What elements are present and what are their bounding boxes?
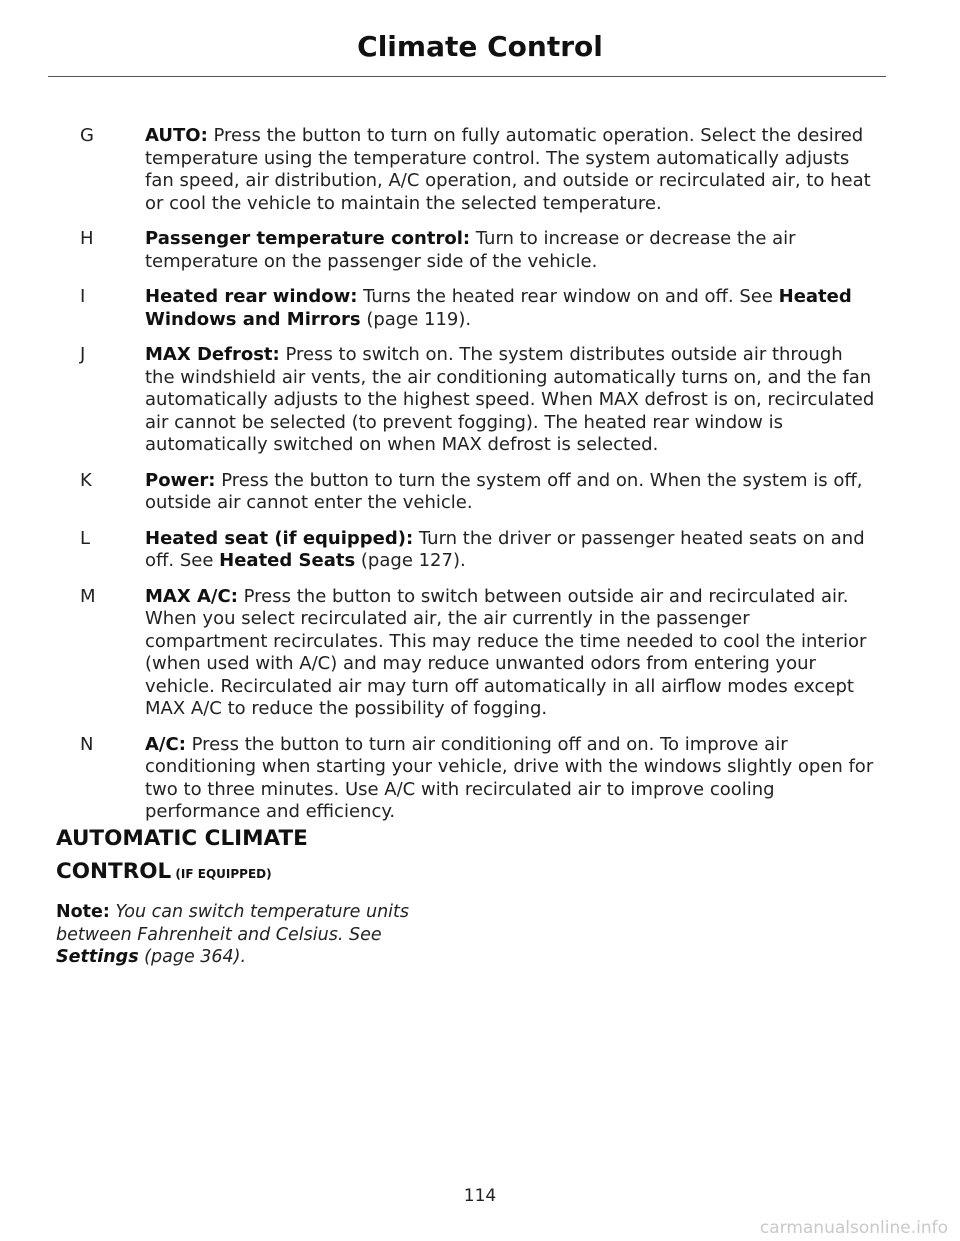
list-item — [80, 228, 875, 273]
control-items-list — [80, 125, 875, 837]
item-letter: L — [80, 527, 91, 549]
item-term: Power: — [145, 469, 216, 491]
header-divider — [48, 76, 886, 77]
item-description — [145, 228, 875, 273]
item-letter: G — [80, 125, 94, 146]
item-term: Passenger temperature control: — [145, 228, 471, 249]
page-reference: (page 119). — [360, 308, 472, 330]
item-text: Turn the driver or passenger heated seats on and off. See — [145, 527, 865, 571]
page-reference: (page 127). — [355, 550, 466, 571]
item-letter: N — [80, 733, 94, 755]
note-text: You can switch temperature units between Fahrenheit and Celsius. See — [56, 902, 409, 945]
item-description — [145, 734, 875, 824]
item-description — [145, 528, 875, 573]
section-heading-text: CONTROL — [56, 859, 172, 884]
cross-reference-link[interactable]: Heated Windows and Mirrors — [145, 286, 852, 330]
cross-reference-link[interactable]: Settings — [56, 947, 139, 967]
list-item — [80, 125, 875, 215]
section-heading — [56, 822, 308, 891]
item-letter: J — [80, 344, 86, 365]
item-letter: K — [80, 469, 92, 491]
list-item — [80, 734, 875, 824]
page-number: 114 — [463, 1186, 497, 1206]
section-heading-line2 — [56, 855, 308, 891]
item-text: Press the button to turn the system off and on. When the system is off, outside air cannot enter the vehicle. — [145, 469, 863, 513]
item-term: AUTO: — [145, 125, 208, 146]
watermark: carmanualsonline.info — [759, 1218, 948, 1238]
item-term: MAX Defrost: — [145, 344, 280, 365]
item-text: Turns the heated rear window on and off. See — [357, 286, 779, 307]
item-letter: H — [80, 228, 94, 249]
item-text: Press the button to turn on fully automatic operation. Select the desired temperature using the temperature control. The system automatically adjusts fan speed, air distribution, A/C operation, and outside or recirculated air, to heat or cool the vehicle to maintain the selected temperature. — [145, 125, 871, 214]
item-text: Press the button to turn air conditioning off and on. To improve air conditioning when starting your vehicle, drive with the windows slightly open for two to three minutes. Use A/C with recirculated air to improve cooling performance and efficiency. — [145, 733, 874, 822]
item-description — [145, 470, 875, 515]
note-label: Note: — [56, 902, 110, 922]
item-letter: M — [80, 585, 96, 607]
list-item — [80, 586, 875, 721]
item-term: MAX A/C: — [145, 585, 238, 607]
item-description — [145, 286, 875, 331]
page-title: Climate Control — [357, 30, 603, 63]
list-item — [80, 470, 875, 515]
item-text: Press to switch on. The system distributes outside air through the windshield air vents, the air conditioning automatically turns on, and the fan automatically adjusts to the highest speed. When MAX defrost is on, recirculated air cannot be selected (to prevent fogging). The heated rear window is automatically switched on when MAX defrost is selected. — [145, 344, 875, 455]
page-reference: (page 364). — [138, 947, 247, 967]
item-letter: I — [80, 286, 86, 307]
section-qualifier: (IF EQUIPPED) — [171, 867, 272, 881]
item-text: Press the button to switch between outside air and recirculated air. When you select recirculated air, the air currently in the passenger compartment recirculates. This may reduce the time needed to cool the interior (when used with A/C) and may reduce unwanted odors from entering your vehicle. Recirculated air may turn off automatically in all airflow modes except MAX A/C to reduce the possibility of fogging. — [145, 585, 867, 719]
list-item — [80, 528, 875, 573]
cross-reference-link[interactable]: Heated Seats — [219, 550, 356, 571]
item-term: A/C: — [145, 733, 186, 755]
item-description — [145, 586, 875, 721]
item-description — [145, 125, 875, 215]
item-text: Turn to increase or decrease the air temperature on the passenger side of the vehicle. — [145, 228, 796, 272]
note-paragraph — [56, 901, 436, 969]
list-item — [80, 286, 875, 331]
item-description — [145, 344, 875, 457]
item-term: Heated seat (if equipped): — [145, 527, 414, 549]
item-term: Heated rear window: — [145, 286, 358, 307]
list-item — [80, 344, 875, 457]
section-heading-line1: AUTOMATIC CLIMATE — [56, 826, 308, 851]
